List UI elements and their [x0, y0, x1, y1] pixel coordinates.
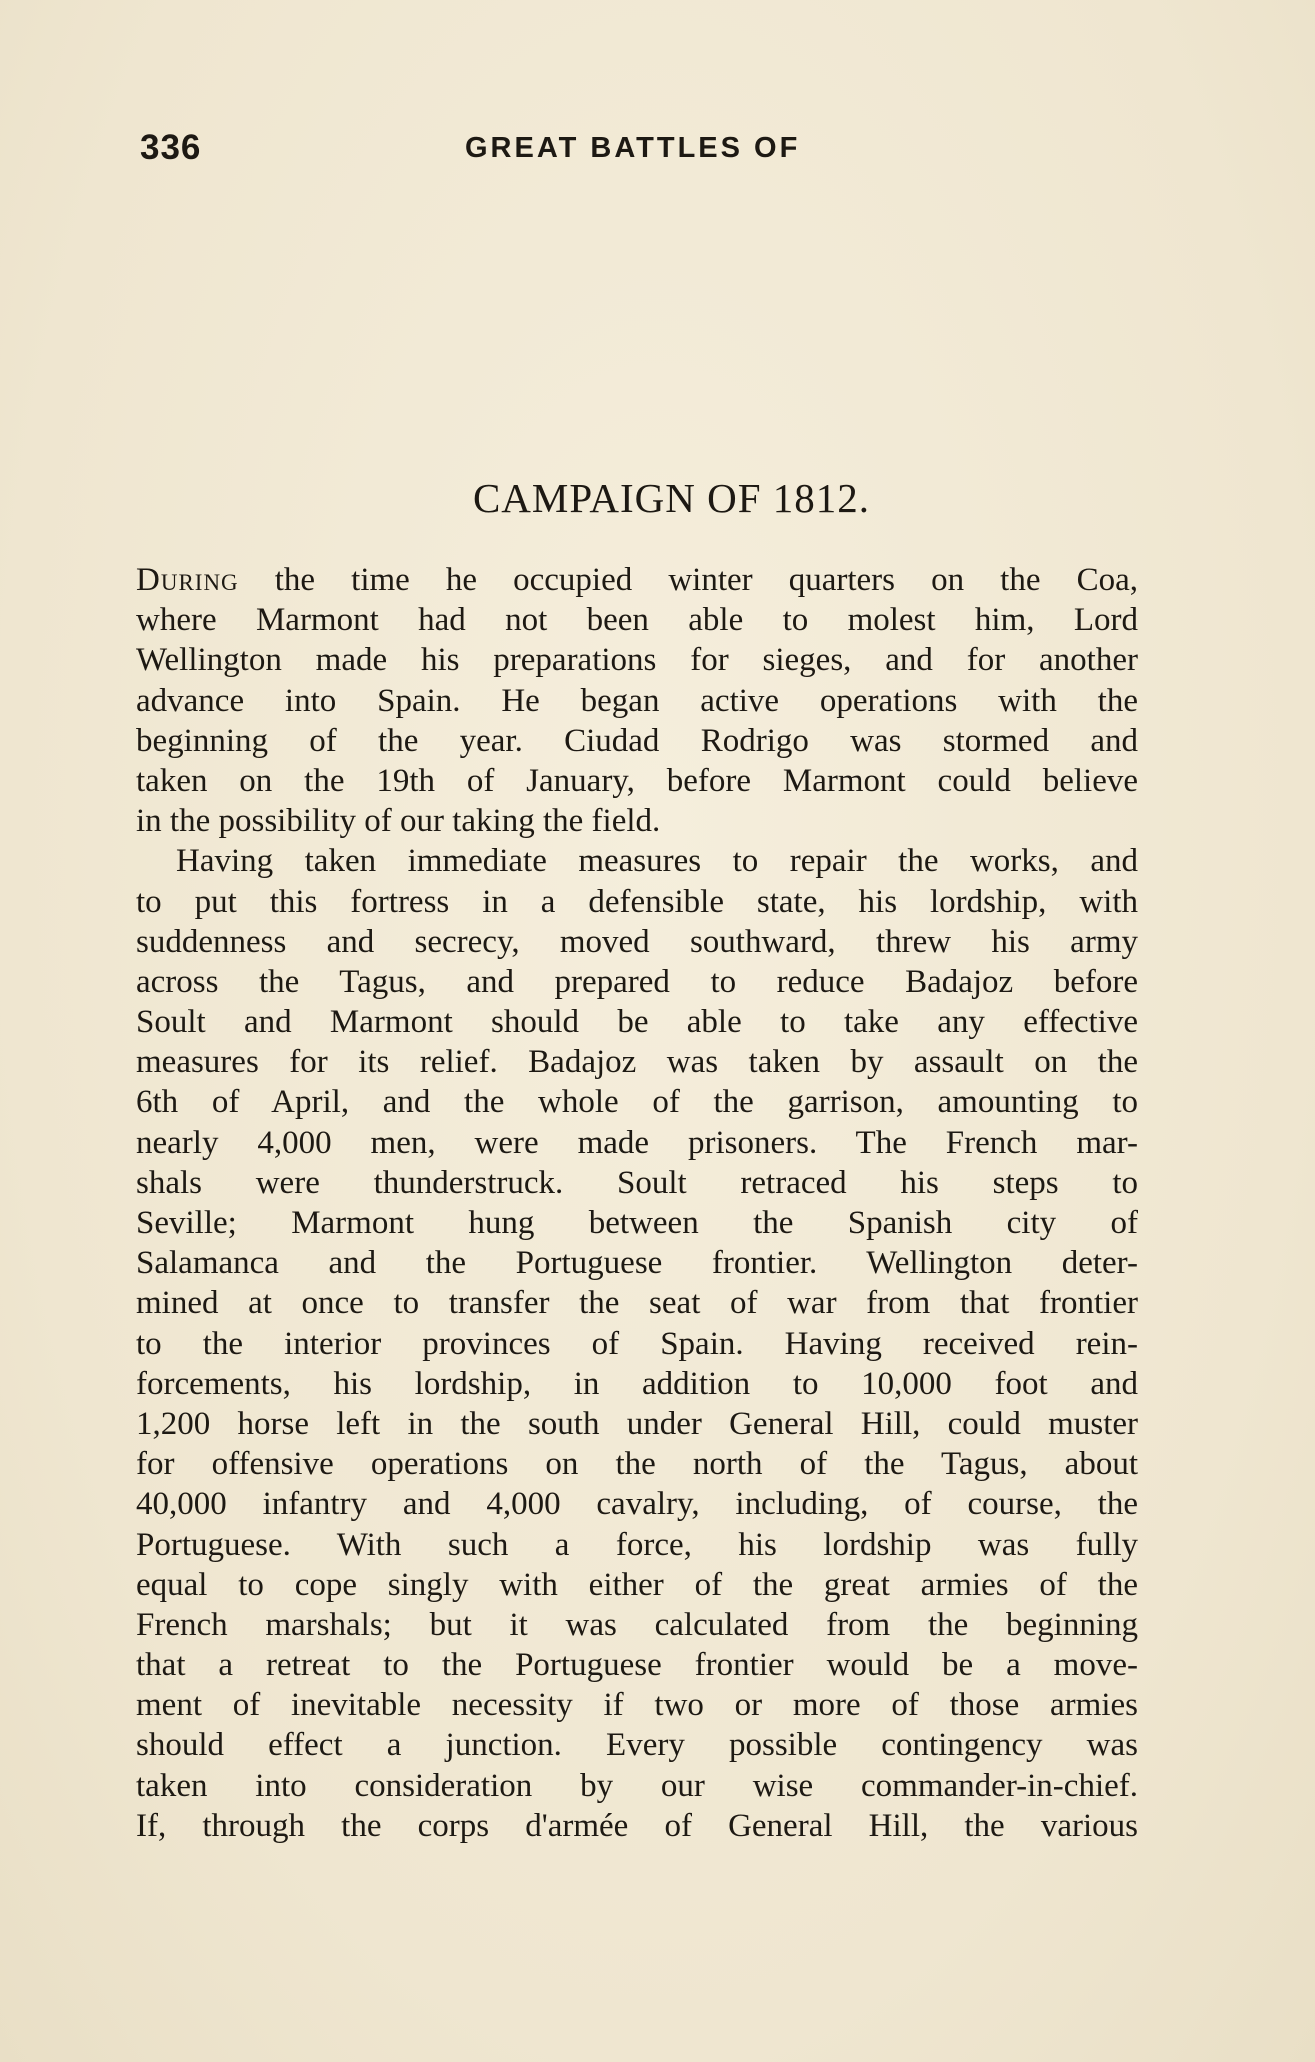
text-line: forcements, his lordship, in addition to 10,000 foot and — [136, 1365, 1138, 1402]
text-line: If, through the corps d'armée of General Hill, the various — [136, 1807, 1138, 1844]
paragraph — [136, 560, 1138, 841]
text-line: in the possibility of our taking the field. — [136, 803, 661, 840]
text-line: mined at once to transfer the seat of war from that frontier — [136, 1285, 1138, 1322]
text-line: advance into Spain. He began active operations with the — [136, 682, 1138, 719]
running-head-title: GREAT BATTLES OF — [465, 132, 801, 164]
text-line: During the time he occupied winter quarters on the Coa, — [136, 562, 1138, 598]
text-line: Wellington made his preparations for sieges, and for another — [136, 642, 1138, 679]
text-line: 40,000 infantry and 4,000 cavalry, including, of course, the — [136, 1486, 1138, 1523]
body-text — [136, 560, 1138, 1846]
text-line: French marshals; but it was calculated from the beginning — [136, 1606, 1138, 1643]
text-line: Portuguese. With such a force, his lordship was fully — [136, 1526, 1138, 1563]
text-line: where Marmont had not been able to molest him, Lord — [136, 602, 1138, 639]
text-line: nearly 4,000 men, were made prisoners. The French mar- — [136, 1124, 1138, 1161]
chapter-title: CAMPAIGN OF 1812. — [472, 475, 871, 521]
text-line: 1,200 horse left in the south under General Hill, could muster — [136, 1405, 1138, 1442]
text-line: to put this fortress in a defensible state, his lordship, with — [136, 883, 1138, 920]
page-number: 336 — [140, 128, 202, 167]
text-line: across the Tagus, and prepared to reduce Badajoz before — [136, 963, 1138, 1000]
text-line: shals were thunderstruck. Soult retraced his steps to — [136, 1164, 1138, 1201]
text-line: to the interior provinces of Spain. Having received rein- — [136, 1325, 1138, 1362]
text-line: that a retreat to the Portuguese frontier would be a move- — [136, 1647, 1138, 1684]
paragraph — [136, 841, 1138, 1846]
text-line: should effect a junction. Every possible contingency was — [136, 1727, 1138, 1764]
running-head — [140, 128, 1130, 178]
text-line: suddenness and secrecy, moved southward, threw his army — [136, 923, 1138, 960]
text-line: 6th of April, and the whole of the garrison, amounting to — [136, 1084, 1138, 1121]
text-line: Soult and Marmont should be able to take any effective — [136, 1004, 1138, 1041]
text-line: beginning of the year. Ciudad Rodrigo was stormed and — [136, 722, 1138, 759]
text-line: for offensive operations on the north of the Tagus, about — [136, 1446, 1138, 1483]
text-line: equal to cope singly with either of the great armies of the — [136, 1566, 1138, 1603]
text-line: Salamanca and the Portuguese frontier. Wellington deter- — [136, 1245, 1138, 1282]
text-line: ment of inevitable necessity if two or more of those armies — [136, 1687, 1138, 1724]
text-line: taken on the 19th of January, before Marmont could believe — [136, 762, 1138, 799]
text-line: taken into consideration by our wise commander-in-chief. — [136, 1767, 1138, 1804]
text-line: measures for its relief. Badajoz was taken by assault on the — [136, 1044, 1138, 1081]
text-line: Seville; Marmont hung between the Spanish city of — [136, 1205, 1138, 1241]
text-line: Having taken immediate measures to repair the works, and — [176, 843, 1138, 880]
